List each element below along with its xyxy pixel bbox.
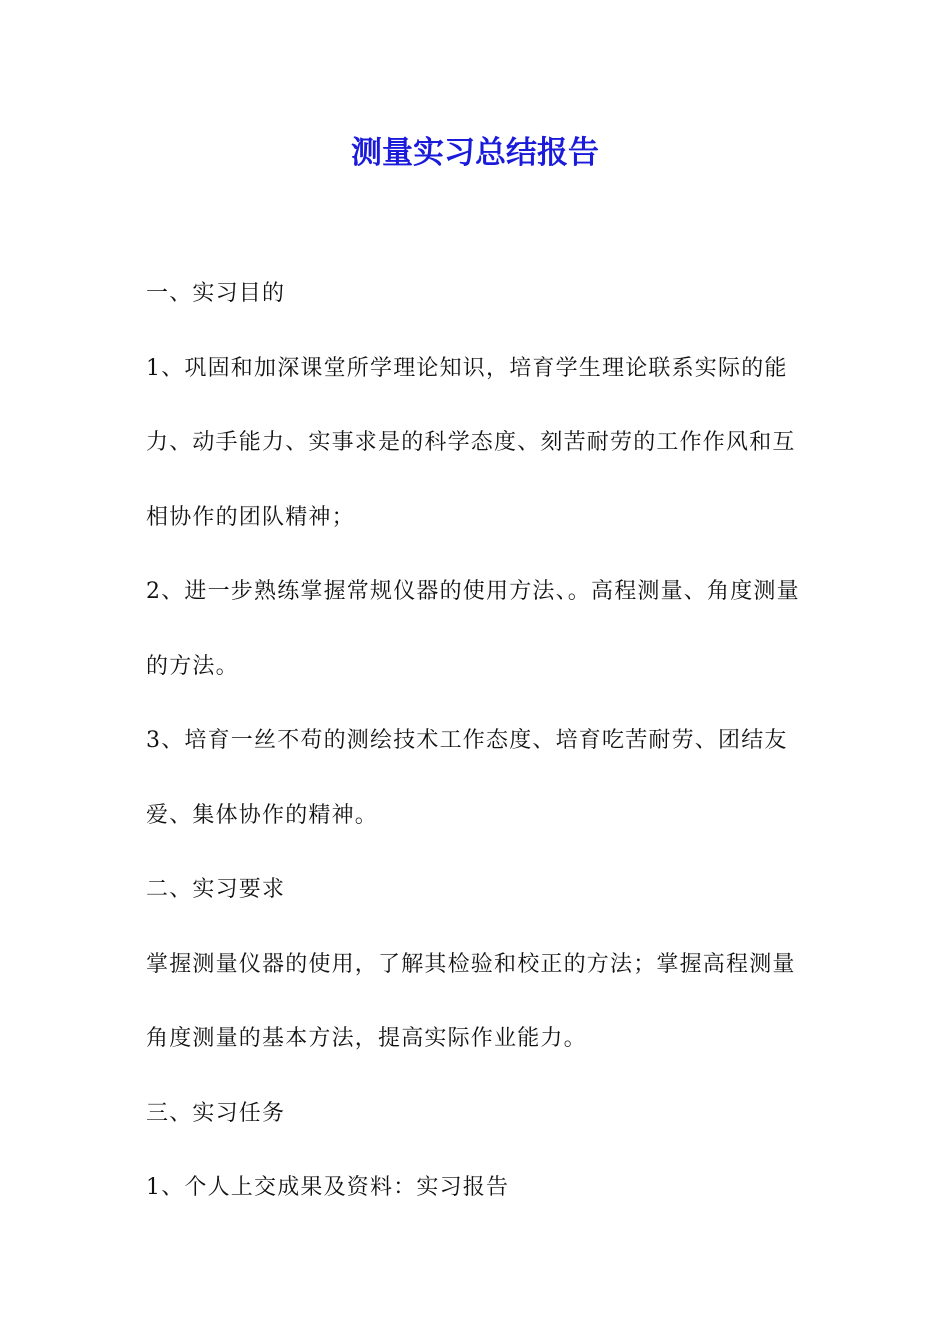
section-heading-tasks: 三、实习任务 — [146, 1100, 286, 1126]
paragraph-purpose-1: 1、巩固和加深课堂所学理论知识，培育学生理论联系实际的能力、动手能力、实事求是的科学态度、刻苦耐劳的工作作风和互相协作的团队精神； — [146, 355, 796, 530]
paragraph-requirements: 掌握测量仪器的使用，了解其检验和校正的方法；掌握高程测量角度测量的基本方法，提高实际作业能力。 — [146, 951, 796, 1051]
document-title: 测量实习总结报告 — [351, 135, 599, 171]
document-body — [146, 257, 808, 1226]
paragraph-tasks-1: 1、个人上交成果及资料：实习报告 — [146, 1175, 510, 1200]
paragraph-purpose-2: 2、进一步熟练掌握常规仪器的使用方法、。高程测量、角度测量的方法。 — [146, 579, 800, 679]
section-heading-requirements: 二、实习要求 — [146, 877, 286, 902]
paragraph-purpose-3: 3、培育一丝不苟的测绘技术工作态度、培育吃苦耐劳、团结友爱、集体协作的精神。 — [146, 728, 788, 828]
section-heading-purpose: 一、实习目的 — [146, 281, 286, 306]
